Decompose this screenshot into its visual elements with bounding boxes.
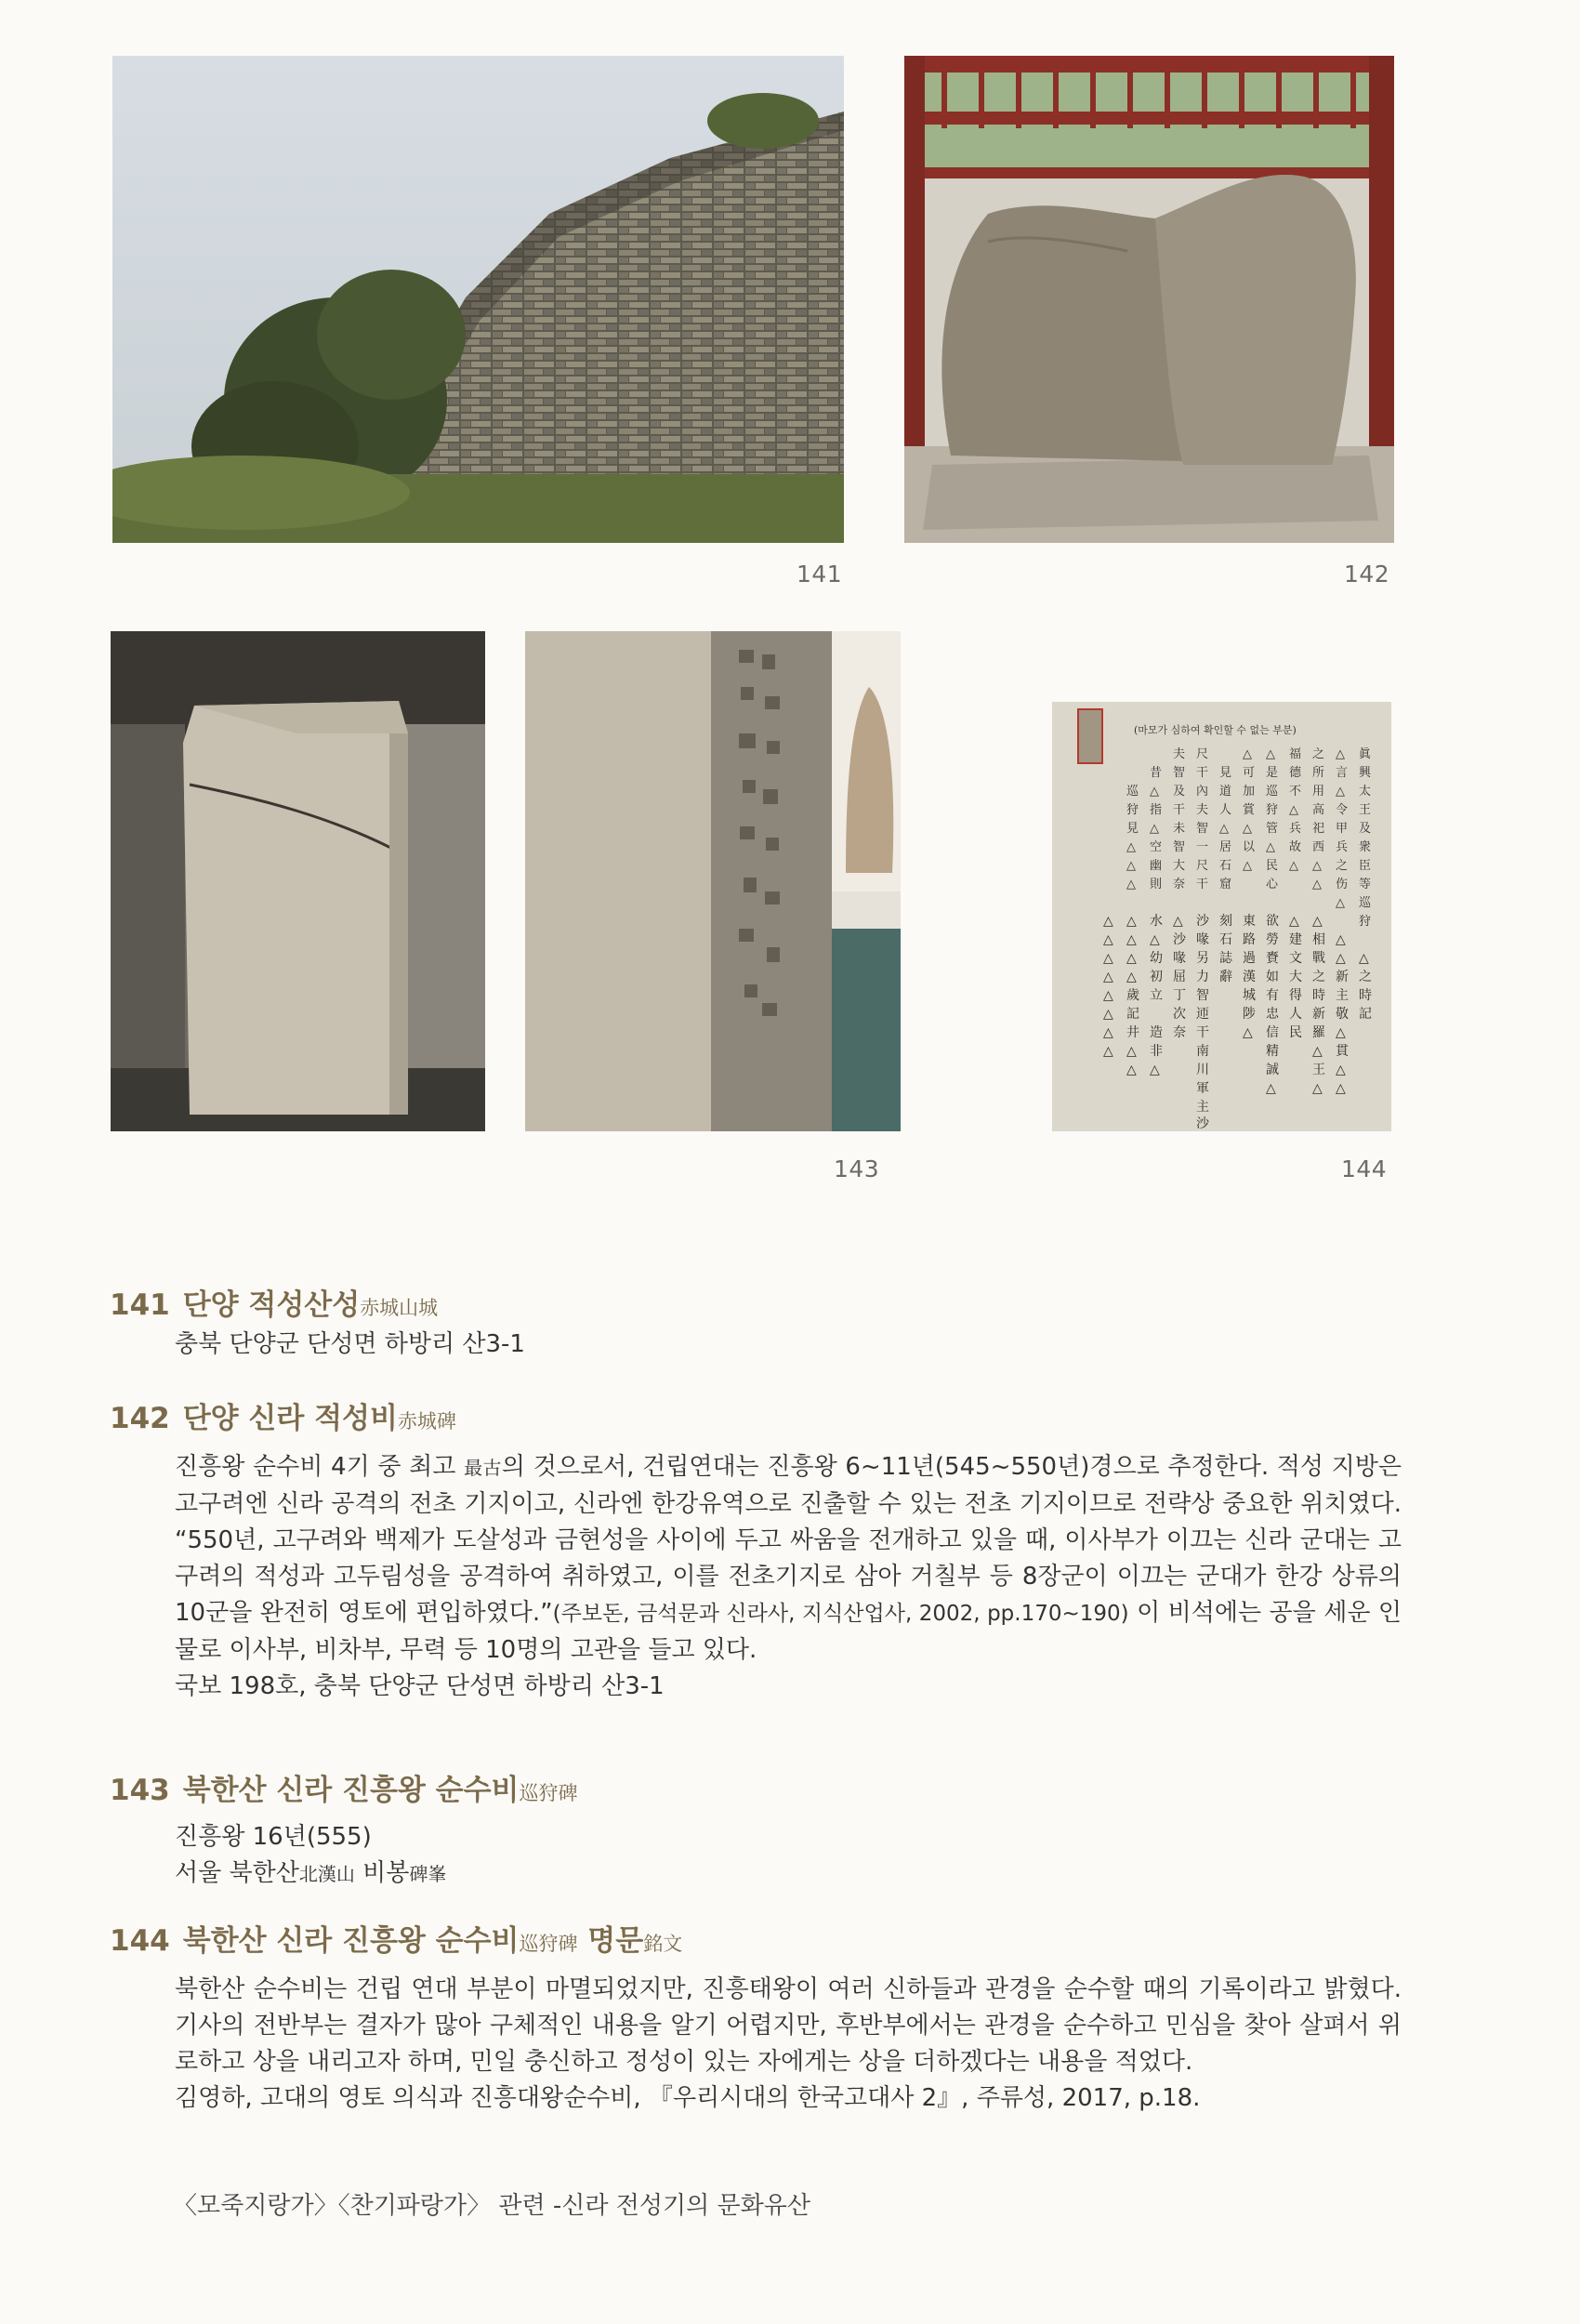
svg-text:信: 信 (1266, 1025, 1279, 1040)
svg-text:伤: 伤 (1336, 878, 1349, 891)
svg-text:以: 以 (1243, 840, 1256, 854)
caption-title (110, 1922, 1402, 1962)
svg-text:丁: 丁 (1173, 988, 1186, 1003)
svg-text:巡: 巡 (1359, 896, 1372, 910)
caption-141 (110, 1287, 1402, 1363)
svg-text:指: 指 (1150, 803, 1163, 817)
svg-text:△: △ (1150, 1063, 1160, 1077)
svg-text:△: △ (1219, 822, 1229, 836)
inscription-header: (마모가 심하여 확인할 수 없는 부분) (1134, 724, 1297, 736)
svg-text:石: 石 (1219, 859, 1232, 873)
svg-text:智: 智 (1196, 988, 1209, 1003)
svg-text:△: △ (1312, 1081, 1323, 1096)
svg-text:力: 力 (1196, 970, 1209, 984)
svg-text:另: 另 (1196, 951, 1209, 966)
svg-text:管: 管 (1266, 822, 1279, 836)
svg-text:△: △ (1126, 914, 1137, 929)
svg-text:△: △ (1243, 822, 1252, 836)
svg-text:△: △ (1266, 1081, 1276, 1096)
caption-location (175, 1855, 1402, 1893)
caption-title-text: 북한산 신라 진흥왕 순수비 (182, 1774, 520, 1807)
svg-text:△: △ (1336, 896, 1345, 910)
caption-title-text: 북한산 신라 진흥왕 순수비 (182, 1924, 520, 1958)
caption-title-text: 단양 적성산성 (182, 1288, 361, 1322)
svg-text:過: 過 (1243, 951, 1256, 966)
svg-text:沙: 沙 (1173, 932, 1186, 947)
svg-text:川: 川 (1196, 1063, 1209, 1077)
svg-text:夫: 夫 (1173, 747, 1186, 761)
svg-text:△: △ (1243, 859, 1252, 873)
svg-text:用: 用 (1312, 785, 1325, 799)
svg-text:未: 未 (1173, 822, 1186, 836)
svg-text:高: 高 (1312, 803, 1325, 817)
svg-text:屈: 屈 (1173, 970, 1186, 984)
caption-hanja-inline: 北漢山 (298, 1863, 355, 1885)
page-footer: 〈모죽지랑가〉〈찬기파랑가〉 관련 -신라 전성기의 문화유산 (173, 2192, 810, 2220)
svg-text:△: △ (1103, 970, 1113, 984)
svg-text:甲: 甲 (1336, 822, 1349, 836)
svg-text:及: 及 (1359, 822, 1372, 836)
svg-text:見: 見 (1126, 822, 1139, 836)
svg-text:△: △ (1336, 932, 1346, 947)
svg-text:幽: 幽 (1150, 859, 1163, 873)
svg-text:△: △ (1103, 988, 1113, 1003)
svg-text:△: △ (1126, 859, 1136, 873)
svg-text:△: △ (1289, 859, 1298, 873)
svg-text:王: 王 (1359, 803, 1372, 817)
svg-text:德: 德 (1289, 766, 1302, 780)
svg-text:△: △ (1336, 1063, 1346, 1077)
svg-text:欲: 欲 (1266, 914, 1279, 929)
svg-text:窟: 窟 (1219, 878, 1232, 891)
svg-text:△: △ (1312, 878, 1322, 891)
svg-text:敬: 敬 (1336, 1007, 1349, 1022)
svg-text:△: △ (1103, 932, 1113, 947)
caption-number: 144 (110, 1924, 170, 1958)
svg-text:尺: 尺 (1196, 747, 1209, 761)
svg-text:誌: 誌 (1219, 951, 1232, 966)
svg-text:狩: 狩 (1359, 915, 1372, 929)
svg-text:△: △ (1359, 951, 1369, 966)
svg-text:祀: 祀 (1312, 822, 1325, 836)
svg-text:狩: 狩 (1126, 803, 1139, 817)
svg-text:立: 立 (1150, 988, 1163, 1003)
svg-text:之: 之 (1336, 859, 1349, 873)
caption-title (110, 1400, 1402, 1440)
svg-text:水: 水 (1150, 914, 1163, 929)
svg-text:戰: 戰 (1312, 951, 1325, 966)
caption-hanja: 赤城碑 (397, 1410, 456, 1433)
svg-text:時: 時 (1312, 988, 1325, 1003)
svg-text:智: 智 (1173, 840, 1186, 854)
svg-text:尺: 尺 (1196, 859, 1209, 873)
svg-text:△: △ (1150, 932, 1160, 947)
svg-text:大: 大 (1289, 970, 1302, 984)
svg-text:所: 所 (1312, 766, 1325, 780)
svg-text:新: 新 (1336, 970, 1349, 984)
svg-text:昔: 昔 (1150, 766, 1163, 780)
svg-text:軍: 軍 (1196, 1081, 1209, 1096)
svg-text:空: 空 (1150, 840, 1163, 854)
svg-text:可: 可 (1243, 766, 1256, 780)
svg-text:一: 一 (1196, 840, 1209, 854)
caption-paragraph: 북한산 순수비는 건립 연대 부분이 마멸되었지만, 진흥태왕이 여러 신하들과 관경을 순수할 때의 기록이라고 밝혔다. 기사의 전반부는 결자가 많아 구체적인 내용을 알기 어렵지만, 후반부에서는 관경을 순수하고 민심을 찾아 살펴서 위로하고 상을 내리고자 하며, 민일 충신하고 정성이 있는 자에게는 상을 더하겠다는 내용을 적었다. (175, 1975, 1402, 2076)
svg-text:之: 之 (1312, 747, 1325, 761)
svg-text:△: △ (1336, 1081, 1346, 1096)
caption-title (110, 1772, 1402, 1812)
svg-text:忠: 忠 (1266, 1007, 1279, 1022)
photo-141-fortress-wall (112, 56, 844, 543)
svg-text:民: 民 (1289, 1025, 1302, 1040)
svg-text:賚: 賚 (1266, 951, 1279, 966)
svg-text:干: 干 (1196, 878, 1209, 891)
caption-text: 의 것으로서, 건립연대는 진흥왕 6~11년(545~550년)경으로 추정한다. 적성 지방은 고구려엔 신라 공격의 전초 기지이고, 신라엔 한강유역으로 진출할 수 있는 전초 기지이므로 전략상 중요한 위치였다. “550년, 고구려와 백제가 도살성과 금현성을 사이에 두고 싸움을 전개하고 있을 때, 이사부가 이끄는 신라 군대는 고구려의 적성과 고두림성을 공격하여 취하였고, 이를 전초기지로 삼아 거칠부 등 8장군이 이끄는 군대가 한강 상류의 10군을 완전히 영토에 편입하였다.” (175, 1453, 1402, 1627)
svg-text:造: 造 (1150, 1025, 1163, 1040)
svg-text:△: △ (1150, 822, 1159, 836)
svg-text:賞: 賞 (1243, 803, 1256, 817)
caption-body (175, 1327, 1402, 1363)
caption-body (175, 1449, 1402, 1705)
svg-text:△: △ (1103, 1044, 1113, 1059)
caption-hanja: 巡狩碑 (519, 1782, 578, 1804)
svg-text:漢: 漢 (1243, 970, 1256, 984)
svg-text:△: △ (1266, 840, 1275, 854)
svg-text:△: △ (1289, 914, 1299, 929)
svg-text:智: 智 (1173, 766, 1186, 780)
svg-text:奈: 奈 (1173, 1025, 1186, 1040)
svg-text:內: 內 (1196, 785, 1209, 799)
svg-text:城: 城 (1243, 988, 1256, 1003)
svg-text:刻: 刻 (1219, 914, 1232, 929)
photo-143-stele-front (111, 631, 485, 1131)
svg-text:不: 不 (1289, 785, 1302, 799)
svg-text:等: 等 (1359, 878, 1372, 891)
svg-text:初: 初 (1150, 970, 1163, 984)
svg-text:△: △ (1336, 747, 1345, 761)
svg-text:△: △ (1126, 970, 1137, 984)
svg-text:智: 智 (1196, 822, 1209, 836)
svg-text:羅: 羅 (1312, 1025, 1325, 1040)
svg-text:△: △ (1103, 1007, 1113, 1022)
svg-text:△: △ (1336, 1025, 1346, 1040)
svg-text:文: 文 (1289, 951, 1302, 966)
svg-text:△: △ (1312, 859, 1322, 873)
caption-body (175, 1819, 1402, 1893)
caption-number: 142 (110, 1402, 170, 1435)
figure-number-141: 141 (797, 561, 843, 588)
svg-text:加: 加 (1243, 785, 1256, 799)
caption-title-text: 단양 신라 적성비 (182, 1402, 398, 1435)
svg-text:非: 非 (1150, 1044, 1163, 1059)
svg-text:△: △ (1103, 914, 1113, 929)
svg-text:眞: 眞 (1359, 747, 1372, 761)
svg-text:王: 王 (1312, 1063, 1325, 1077)
svg-text:△: △ (1103, 1025, 1113, 1040)
svg-text:巡: 巡 (1126, 785, 1139, 799)
svg-text:干: 干 (1173, 803, 1186, 817)
svg-text:故: 故 (1289, 840, 1302, 854)
svg-text:時: 時 (1359, 988, 1372, 1003)
caption-paragraph (175, 1449, 1402, 1669)
caption-144 (110, 1922, 1402, 2117)
svg-text:及: 及 (1173, 785, 1186, 799)
svg-text:人: 人 (1219, 803, 1232, 817)
figure-number-142: 142 (1344, 561, 1390, 588)
svg-text:奈: 奈 (1173, 878, 1186, 891)
caption-body (175, 1972, 1402, 2117)
caption-text: 비봉 (354, 1859, 410, 1887)
svg-text:狩: 狩 (1266, 803, 1279, 817)
svg-text:巡: 巡 (1266, 785, 1279, 799)
svg-text:幼: 幼 (1150, 951, 1163, 966)
svg-text:主: 主 (1196, 1100, 1209, 1115)
svg-text:如: 如 (1266, 970, 1279, 984)
svg-text:之: 之 (1359, 970, 1372, 984)
svg-text:沙: 沙 (1196, 1116, 1209, 1131)
caption-hanja: 巡狩碑 (519, 1933, 578, 1955)
svg-text:兵: 兵 (1336, 840, 1349, 854)
caption-date: 진흥왕 16년(555) (175, 1823, 372, 1851)
svg-text:井: 井 (1126, 1025, 1139, 1040)
caption-text: 진흥왕 순수비 4기 중 최고 (175, 1453, 465, 1481)
svg-text:民: 民 (1266, 859, 1279, 873)
caption-hanja: 赤城山城 (360, 1297, 439, 1319)
svg-text:記: 記 (1359, 1007, 1372, 1022)
svg-text:辭: 辭 (1219, 970, 1232, 984)
svg-text:大: 大 (1173, 859, 1186, 873)
svg-text:△: △ (1103, 951, 1113, 966)
svg-text:喙: 喙 (1196, 932, 1209, 947)
svg-text:△: △ (1126, 1044, 1137, 1059)
svg-text:△: △ (1243, 747, 1252, 761)
caption-title (110, 1287, 1402, 1327)
svg-text:△: △ (1289, 803, 1298, 817)
caption-number: 141 (110, 1288, 170, 1322)
svg-text:△: △ (1336, 951, 1346, 966)
caption-citation: 김영하, 고대의 영토 의식과 진흥대왕순수비, 『우리시대의 한국고대사 2』, 주류성, 2017, p.18. (175, 2084, 1201, 2112)
svg-text:△: △ (1126, 932, 1137, 947)
svg-text:干: 干 (1196, 766, 1209, 780)
svg-text:衆: 衆 (1359, 840, 1372, 854)
svg-text:路: 路 (1243, 932, 1256, 947)
svg-text:精: 精 (1266, 1044, 1279, 1059)
svg-text:見: 見 (1219, 766, 1232, 780)
svg-text:建: 建 (1289, 932, 1302, 947)
svg-text:干: 干 (1196, 1025, 1209, 1040)
caption-location: 충북 단양군 단성면 하방리 산3-1 (175, 1330, 525, 1358)
svg-text:△: △ (1126, 1063, 1137, 1077)
svg-text:沙: 沙 (1196, 914, 1209, 929)
svg-text:兵: 兵 (1289, 822, 1302, 836)
svg-text:陟: 陟 (1243, 1007, 1256, 1022)
svg-text:歲: 歲 (1126, 988, 1139, 1003)
caption-title-text-2: 명문 (577, 1924, 644, 1958)
svg-text:△: △ (1336, 785, 1345, 799)
svg-text:太: 太 (1359, 785, 1372, 799)
svg-text:△: △ (1243, 1025, 1253, 1040)
caption-hanja-2: 銘文 (643, 1933, 683, 1955)
svg-text:迊: 迊 (1196, 1007, 1209, 1022)
svg-text:福: 福 (1289, 747, 1302, 761)
svg-text:令: 令 (1336, 803, 1349, 817)
svg-text:主: 主 (1336, 988, 1349, 1003)
caption-142 (110, 1400, 1402, 1705)
caption-number: 143 (110, 1774, 170, 1807)
photo-142-jeokseong-stele (904, 56, 1394, 543)
caption-text: 이 비석에는 공을 세운 인물로 이사부, 비차부, 무력 등 10명의 고관을 들고 있다. (175, 1599, 1402, 1664)
svg-text:△: △ (1266, 747, 1275, 761)
svg-text:南: 南 (1196, 1044, 1209, 1059)
svg-text:△: △ (1150, 785, 1159, 799)
caption-hanja-inline: 碑峯 (409, 1863, 447, 1885)
svg-text:△: △ (1126, 951, 1137, 966)
svg-text:之: 之 (1312, 970, 1325, 984)
svg-text:道: 道 (1219, 785, 1232, 799)
svg-text:△: △ (1173, 914, 1183, 929)
svg-text:是: 是 (1266, 766, 1279, 780)
svg-text:喙: 喙 (1173, 951, 1186, 966)
svg-text:居: 居 (1219, 840, 1232, 854)
svg-text:臣: 臣 (1359, 859, 1372, 873)
svg-text:△: △ (1312, 1044, 1323, 1059)
svg-text:△: △ (1126, 840, 1136, 854)
svg-text:東: 東 (1243, 914, 1256, 929)
svg-text:西: 西 (1312, 840, 1325, 854)
caption-text: 서울 북한산 (175, 1859, 299, 1887)
svg-text:夫: 夫 (1196, 803, 1209, 817)
svg-text:勞: 勞 (1266, 932, 1279, 947)
svg-text:得: 得 (1289, 988, 1302, 1003)
svg-text:次: 次 (1173, 1007, 1186, 1022)
caption-143 (110, 1772, 1402, 1893)
svg-text:記: 記 (1126, 1007, 1139, 1022)
svg-text:人: 人 (1289, 1007, 1302, 1022)
figure-number-144: 144 (1341, 1155, 1388, 1182)
svg-text:則: 則 (1150, 878, 1163, 891)
caption-hanja-inline: 最古 (464, 1457, 502, 1479)
photo-144-inscription-transcription (1052, 702, 1391, 1131)
svg-text:貫: 貫 (1336, 1044, 1349, 1059)
svg-text:言: 言 (1336, 766, 1349, 780)
caption-citation: (주보돈, 금석문과 신라사, 지식산업사, 2002, pp.170~190) (552, 1602, 1129, 1626)
caption-location: 국보 198호, 충북 단양군 단성면 하방리 산3-1 (175, 1672, 665, 1700)
svg-text:相: 相 (1312, 932, 1325, 947)
svg-text:△: △ (1312, 914, 1323, 929)
svg-text:興: 興 (1359, 766, 1372, 780)
photo-143-stele-inscription (525, 631, 901, 1131)
svg-text:石: 石 (1219, 932, 1232, 947)
figure-number-143: 143 (834, 1155, 880, 1182)
svg-text:心: 心 (1266, 878, 1279, 891)
svg-text:誠: 誠 (1266, 1063, 1279, 1077)
svg-text:有: 有 (1266, 988, 1279, 1003)
svg-text:新: 新 (1312, 1007, 1325, 1022)
svg-text:△: △ (1126, 878, 1136, 891)
